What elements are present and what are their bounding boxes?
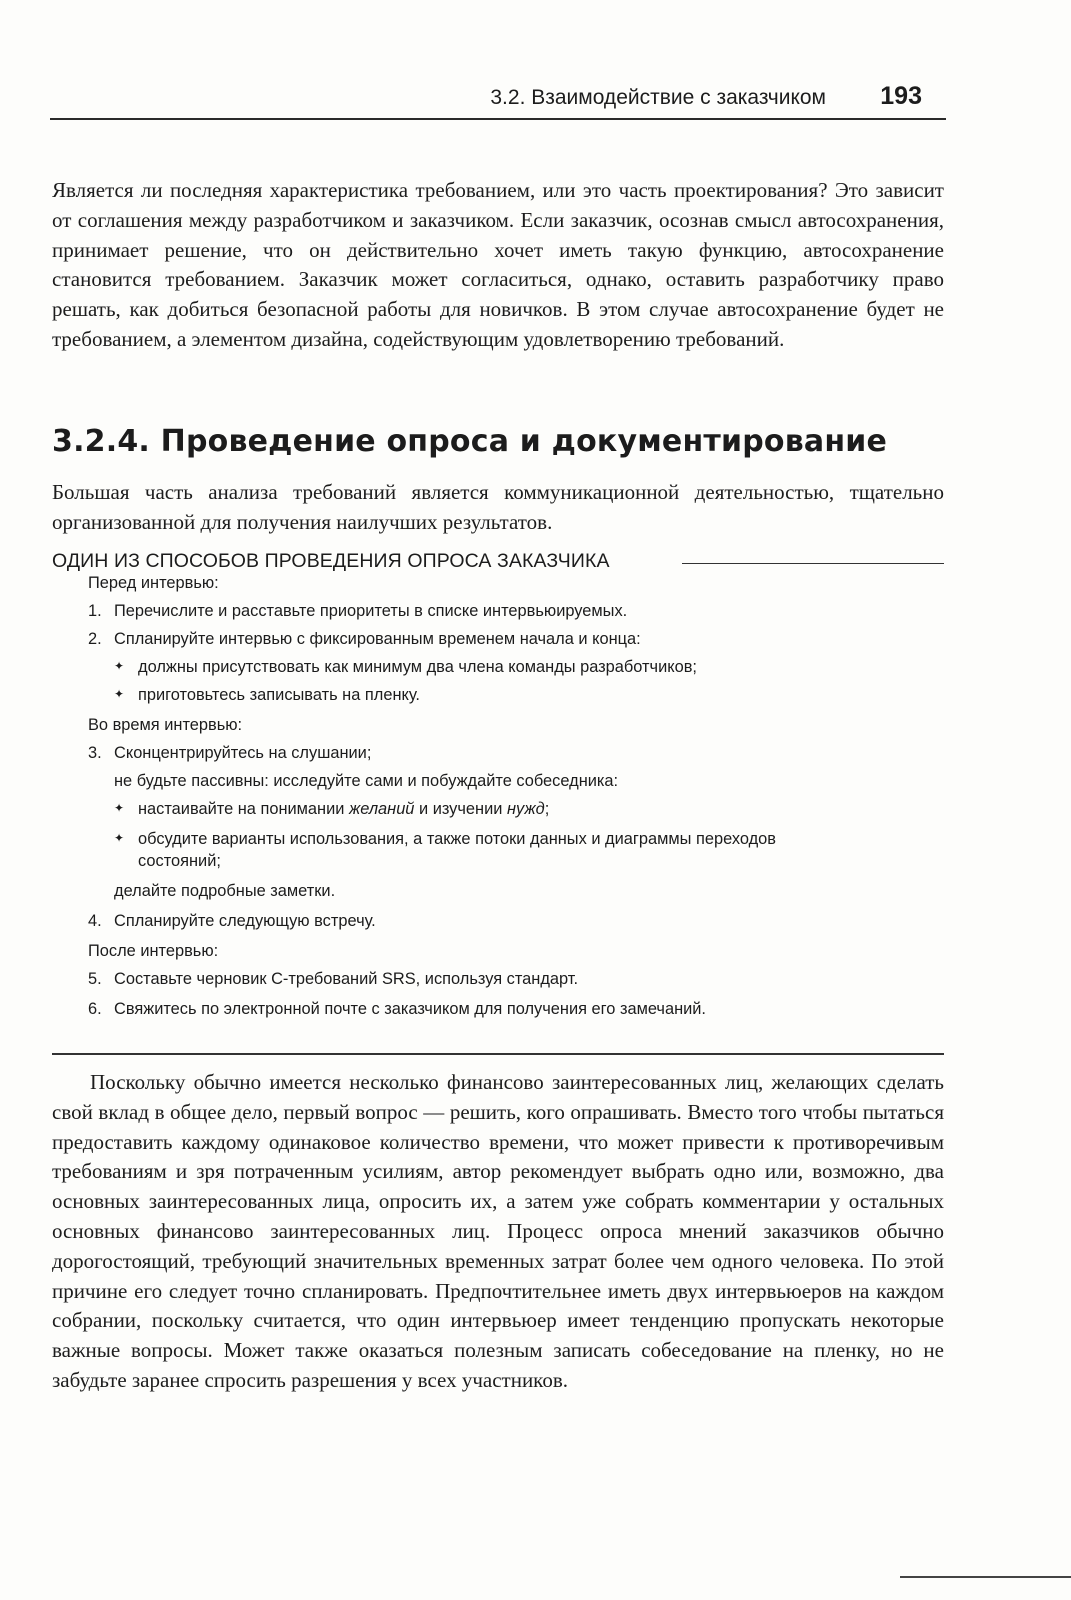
- list-item-5: [88, 970, 578, 989]
- list-item-4: [88, 912, 376, 931]
- box-bottom-rule: [52, 1053, 944, 1055]
- list-item-number: 4.: [88, 912, 102, 930]
- list-item-number: 3.: [88, 744, 102, 762]
- list-item-text: Свяжитесь по электронной почте с заказчиком для получения его замечаний.: [114, 1000, 706, 1018]
- list-item-text: Спланируйте интервью с фиксированным временем начала и конца:: [114, 630, 641, 648]
- box-title: ОДИН ИЗ СПОСОБОВ ПРОВЕДЕНИЯ ОПРОСА ЗАКАЗЧИКА: [52, 550, 622, 573]
- paragraph-section-lead: Большая часть анализа требований является коммуникационной деятельностью, тщательно организованной для получения наилучших результатов.: [52, 480, 944, 534]
- label-during-interview: Во время интервью:: [88, 716, 243, 734]
- bullet-text: настаивайте на понимании: [138, 800, 349, 818]
- page-number: 193: [880, 82, 922, 110]
- emphasis-text: нужд: [506, 800, 545, 818]
- label-before-interview: Перед интервью:: [88, 574, 219, 592]
- box-title-rule: [682, 563, 944, 564]
- paragraph-intro: Является ли последняя характеристика требованием, или это часть проектирования? Это зависит от соглашения между разработчиком и заказчиком. Если заказчик, осознав смысл автосохранения, принимает решение, что он действительно хочет иметь такую функцию, автосохранение становится требованием. Заказчик может согласиться, однако, оставить разработчику право решать, как добиться безопасной работы для новичков. В этом случае автосохранение будет не требованием, а элементом дизайна, содействующим удовлетворению требований.: [52, 178, 944, 351]
- list-item-3: [88, 744, 371, 763]
- bullet-text: и изучении: [414, 800, 507, 818]
- page-edge-rule: [900, 1576, 1071, 1578]
- bullet-item: [114, 800, 549, 819]
- section-heading: 3.2.4. Проведение опроса и документирование: [52, 424, 888, 459]
- list-item-number: 6.: [88, 1000, 102, 1018]
- list-item-3-sub: не будьте пассивны: исследуйте сами и побуждайте собеседника:: [114, 772, 619, 790]
- running-title: 3.2. Взаимодействие с заказчиком: [490, 86, 826, 109]
- list-item-1: [88, 602, 627, 621]
- list-item-text: Сконцентрируйтесь на слушании;: [114, 744, 372, 762]
- bullet-text-continued: состояний;: [138, 852, 221, 870]
- list-item-text: Перечислите и расставьте приоритеты в списке интервьюируемых.: [114, 602, 628, 620]
- star-bullet-icon: ✦: [114, 831, 125, 845]
- bullet-text: приготовьтесь записывать на пленку.: [138, 686, 420, 704]
- star-bullet-icon: ✦: [114, 801, 125, 815]
- bullet-item: [114, 830, 776, 849]
- paragraph-closing: Поскольку обычно имеется несколько финансово заинтересованных лиц, желающих сделать свой вклад в общее дело, первый вопрос — решить, кого опрашивать. Вместо того чтобы пытаться предоставить каждому одинаковое количество времени, что может привести к противоречивым требованиям и зря потраченным усилиям, автор рекомендует выбрать одно или, возможно, два основных заинтересованных лица, опросить их, а затем уже собрать комментарии у остальных основных финансово заинтересованных лиц. Процесс опроса мнений заказчиков обычно дорогостоящий, требующий значительных временных затрат более чем одного человека. По этой причине его следует точно спланировать. Предпочтительнее иметь двух интервьюеров на каждом собрании, поскольку считается, что один интервьюер имеет тенденцию пропускать некоторые важные вопросы. Может также оказаться полезным записать собеседование на пленку, но не забудьте заранее спросить разрешения у всех участников.: [52, 1070, 944, 1392]
- list-item-6: [88, 1000, 706, 1019]
- bullet-text: обсудите варианты использования, а также потоки данных и диаграммы переходов: [138, 830, 776, 848]
- list-item-3-notes: делайте подробные заметки.: [114, 882, 336, 900]
- bullet-text: ;: [544, 800, 550, 818]
- bullet-text: должны присутствовать как минимум два члена команды разработчиков;: [138, 658, 697, 676]
- page-header: [50, 78, 946, 120]
- bullet-item: [114, 686, 420, 705]
- emphasis-text: желаний: [348, 800, 415, 818]
- list-item-number: 1.: [88, 602, 102, 620]
- star-bullet-icon: ✦: [114, 687, 125, 701]
- list-item-2: [88, 630, 641, 649]
- sidebar-box: [52, 550, 944, 1060]
- list-item-number: 5.: [88, 970, 102, 988]
- label-after-interview: После интервью:: [88, 942, 219, 960]
- list-item-text: Составьте черновик С-требований SRS, используя стандарт.: [114, 970, 579, 988]
- bullet-item: [114, 658, 697, 677]
- star-bullet-icon: ✦: [114, 659, 125, 673]
- list-item-text: Спланируйте следующую встречу.: [114, 912, 376, 930]
- list-item-number: 2.: [88, 630, 102, 648]
